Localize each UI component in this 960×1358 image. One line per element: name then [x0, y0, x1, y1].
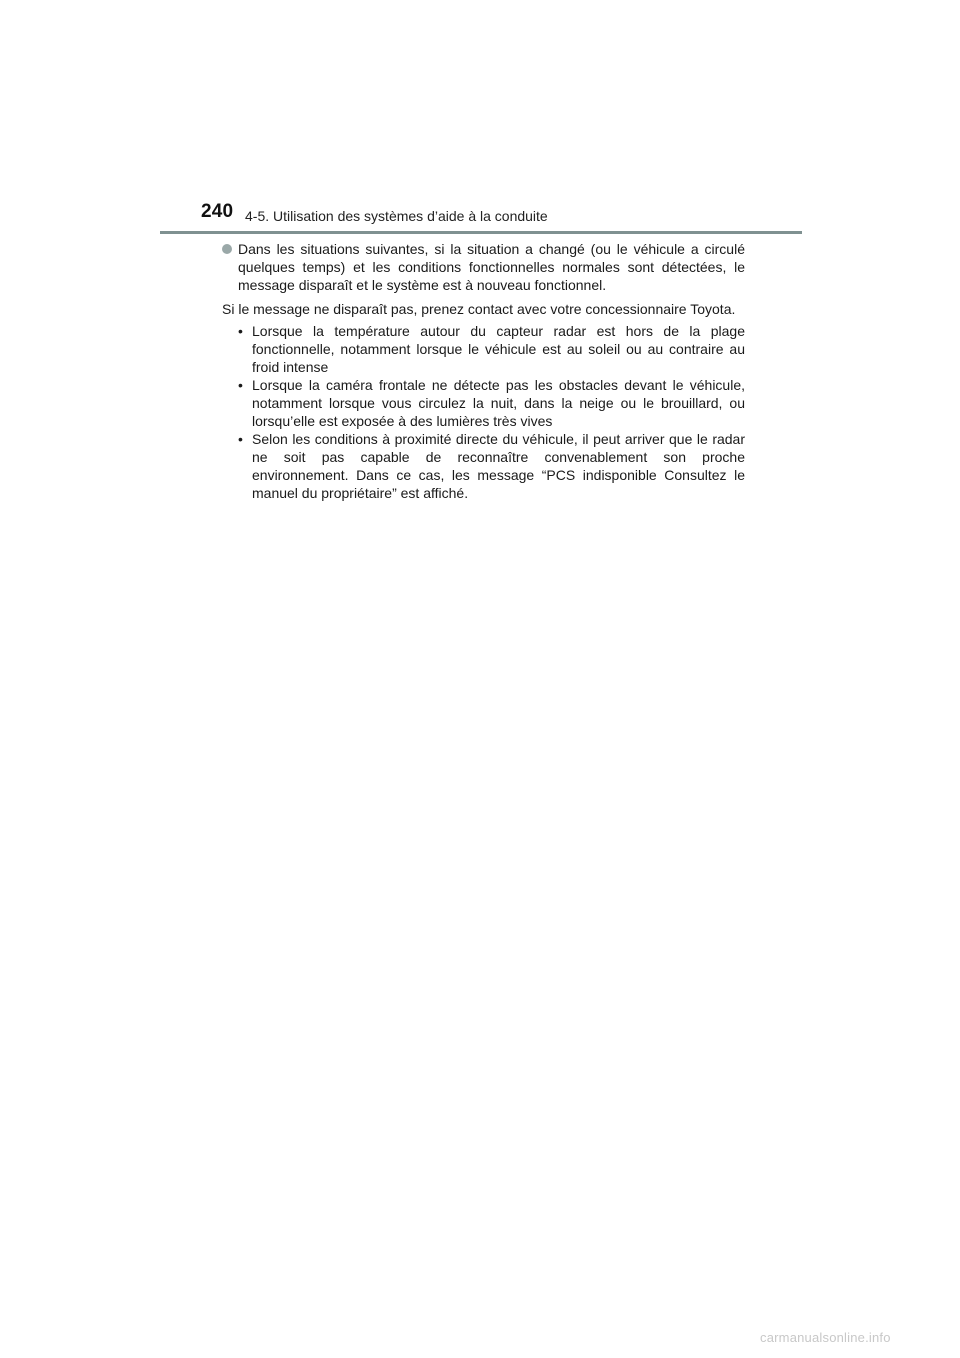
- section-title: 4-5. Utilisation des systèmes d’aide à la conduite: [245, 208, 548, 224]
- body-paragraph: Si le message ne disparaît pas, prenez contact avec votre concessionnaire Toyota.: [222, 301, 736, 317]
- dot-item-text: Dans les situations suivantes, si la situation a changé (ou le véhicule a circulé quelques temps) et les conditions fonctionnelles normales sont détectées, le message disparaît et le système est à nouveau fonctionnel.: [238, 241, 745, 293]
- page-number: 240: [201, 201, 234, 222]
- bullet-text: Lorsque la caméra frontale ne détecte pas les obstacles devant le véhicule, notamment lorsque vous circulez la nuit, dans la neige ou le brouillard, ou lorsqu’elle est exposée à des lumières très vives: [252, 377, 745, 429]
- watermark: carmanualsonline.info: [760, 1330, 891, 1345]
- header-rule: [160, 231, 802, 234]
- round-bullet-icon: [222, 244, 232, 254]
- dot-list-item: [222, 240, 745, 294]
- page-content: [222, 240, 745, 502]
- bullet-item: [222, 376, 745, 430]
- bullet-text: Lorsque la température autour du capteur radar est hors de la plage fonctionnelle, notamment lorsque le véhicule est au soleil ou au contraire au froid intense: [252, 323, 745, 375]
- bullet-item: [222, 430, 745, 502]
- bullet-dot-icon: •: [238, 323, 243, 339]
- bullet-text: Selon les conditions à proximité directe du véhicule, il peut arriver que le radar ne soit pas capable de reconnaître convenablement son proche environnement. Dans ce cas, les message “PCS indisponible Consultez le manuel du propriétaire” est affiché.: [252, 431, 745, 501]
- bullet-list: [222, 322, 745, 502]
- bullet-item: [222, 322, 745, 376]
- bullet-dot-icon: •: [238, 431, 243, 447]
- bullet-dot-icon: •: [238, 377, 243, 393]
